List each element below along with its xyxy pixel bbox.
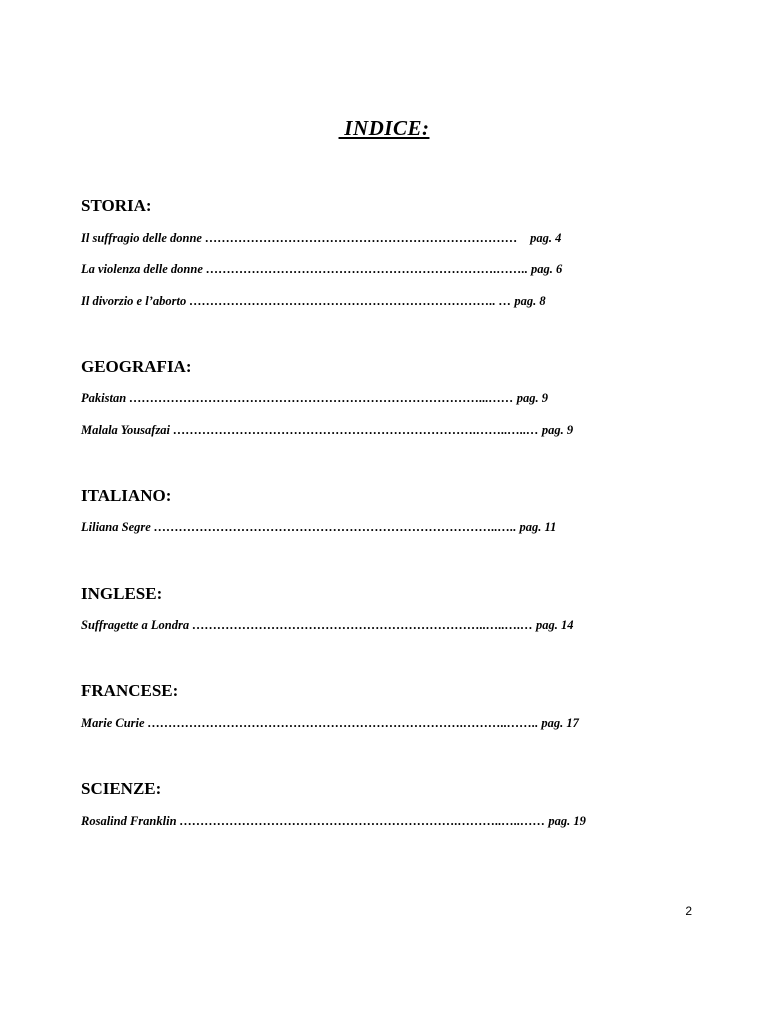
page-number: 2 <box>685 904 692 918</box>
toc-entry: Marie Curie ………………………………………………………………….………..…….. pag. 17 <box>81 716 579 730</box>
index-title: INDICE: <box>338 116 430 140</box>
toc-entry: Suffragette a Londra ……………………………………………………………..…..….… pag. 14 <box>81 618 574 632</box>
section-heading-inglese: INGLESE: <box>81 584 163 603</box>
toc-entry: Rosalind Franklin ………………………………………………………….………..…..…… pag. 19 <box>81 814 586 828</box>
section-heading-italiano: ITALIANO: <box>81 486 172 505</box>
section-heading-storia: STORIA: <box>81 196 152 215</box>
section-heading-geografia: GEOGRAFIA: <box>81 357 192 376</box>
toc-entry: Pakistan …………………………………………………………………………...…… pag. 9 <box>81 391 549 405</box>
toc-entry: Liliana Segre ………………………………………………………………………..….. pag. 11 <box>81 520 557 534</box>
toc-entry: Malala Yousafzai ……………………………………………………………….……..…..… pag. 9 <box>81 423 574 437</box>
section-heading-scienze: SCIENZE: <box>81 779 162 798</box>
toc-entry: La violenza delle donne …………………………………………………………….…….. pag. 6 <box>81 262 563 276</box>
toc-entry: Il suffragio delle donne ………………………………………………………………… pag. 4 <box>81 231 562 245</box>
toc-entry: Il divorzio e l’aborto ……………………………………………………………….. … pag. 8 <box>81 294 546 308</box>
section-heading-francese: FRANCESE: <box>81 681 179 700</box>
